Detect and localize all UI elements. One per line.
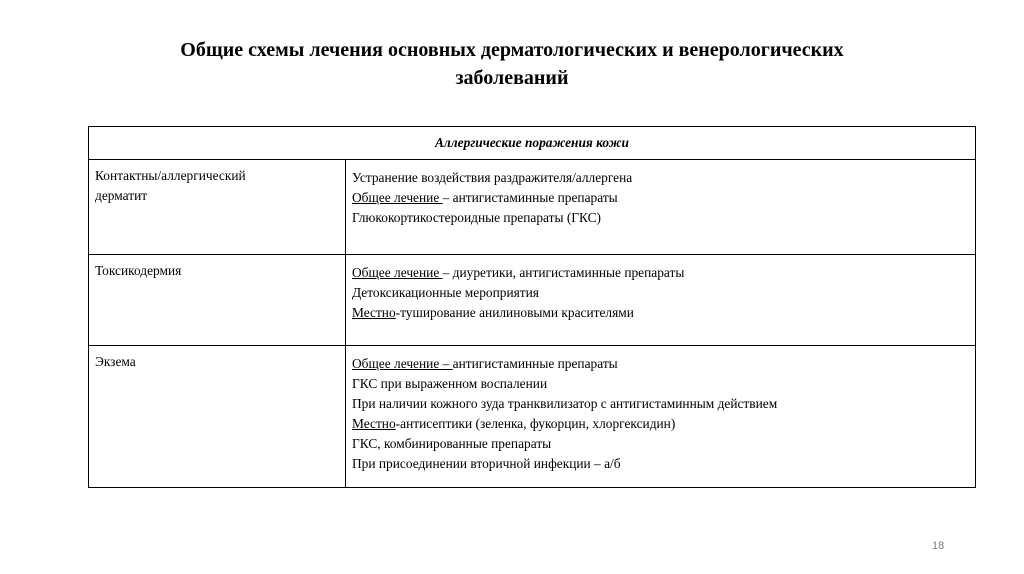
page-number: 18	[932, 540, 945, 552]
treatment-line-rest: -антисептики (зеленка, фукорцин, хлоргексидин)	[395, 416, 676, 431]
disease-name-line-1: Контактны/аллергический	[95, 168, 246, 183]
treatment-line: При наличии кожного зуда транквилизатор с антигистаминным действием	[352, 396, 778, 411]
treatment-cell	[346, 346, 976, 488]
section-header-row	[89, 127, 976, 160]
treatment-underlined-term: Местно	[352, 305, 396, 320]
table-row	[89, 255, 976, 346]
table-row	[89, 160, 976, 255]
treatment-line	[352, 414, 969, 434]
disease-cell	[89, 346, 346, 488]
treatment-line	[352, 303, 969, 323]
treatment-table	[88, 126, 976, 488]
treatment-line: Детоксикационные мероприятия	[352, 285, 539, 300]
treatment-underlined-term: Местно	[352, 416, 396, 431]
disease-name: Экзема	[95, 354, 136, 369]
disease-cell	[89, 255, 346, 346]
treatment-line-rest: – антигистаминные препараты	[442, 190, 618, 205]
treatment-cell	[346, 160, 976, 255]
slide-title	[40, 36, 984, 92]
treatment-line	[352, 354, 969, 374]
slide-title-line-1: Общие схемы лечения основных дерматологических и венерологических	[180, 39, 844, 61]
slide-title-line-2: заболеваний	[455, 67, 569, 89]
treatment-line	[352, 263, 969, 283]
section-header: Аллергические поражения кожи	[89, 127, 976, 160]
disease-name: Токсикодермия	[95, 263, 182, 278]
treatment-line: ГКС при выраженном воспалении	[352, 376, 548, 391]
treatment-underlined-term: Общее лечение	[352, 190, 443, 205]
table-row	[89, 346, 976, 488]
treatment-line-rest: антигистаминные препараты	[452, 356, 618, 371]
treatment-line-rest: -туширование анилиновыми красителями	[395, 305, 634, 320]
treatment-underlined-term: Общее лечение –	[352, 356, 453, 371]
treatment-line	[352, 188, 969, 208]
treatment-line-rest: – диуретики, антигистаминные препараты	[442, 265, 685, 280]
treatment-line: ГКС, комбинированные препараты	[352, 436, 552, 451]
treatment-cell	[346, 255, 976, 346]
treatment-underlined-term: Общее лечение	[352, 265, 443, 280]
treatment-line: При присоединении вторичной инфекции – а/б	[352, 456, 621, 471]
disease-name-line-2: дерматит	[95, 188, 148, 203]
disease-cell	[89, 160, 346, 255]
treatment-line: Устранение воздействия раздражителя/аллергена	[352, 170, 633, 185]
treatment-line: Глюкокортикостероидные препараты (ГКС)	[352, 210, 602, 225]
